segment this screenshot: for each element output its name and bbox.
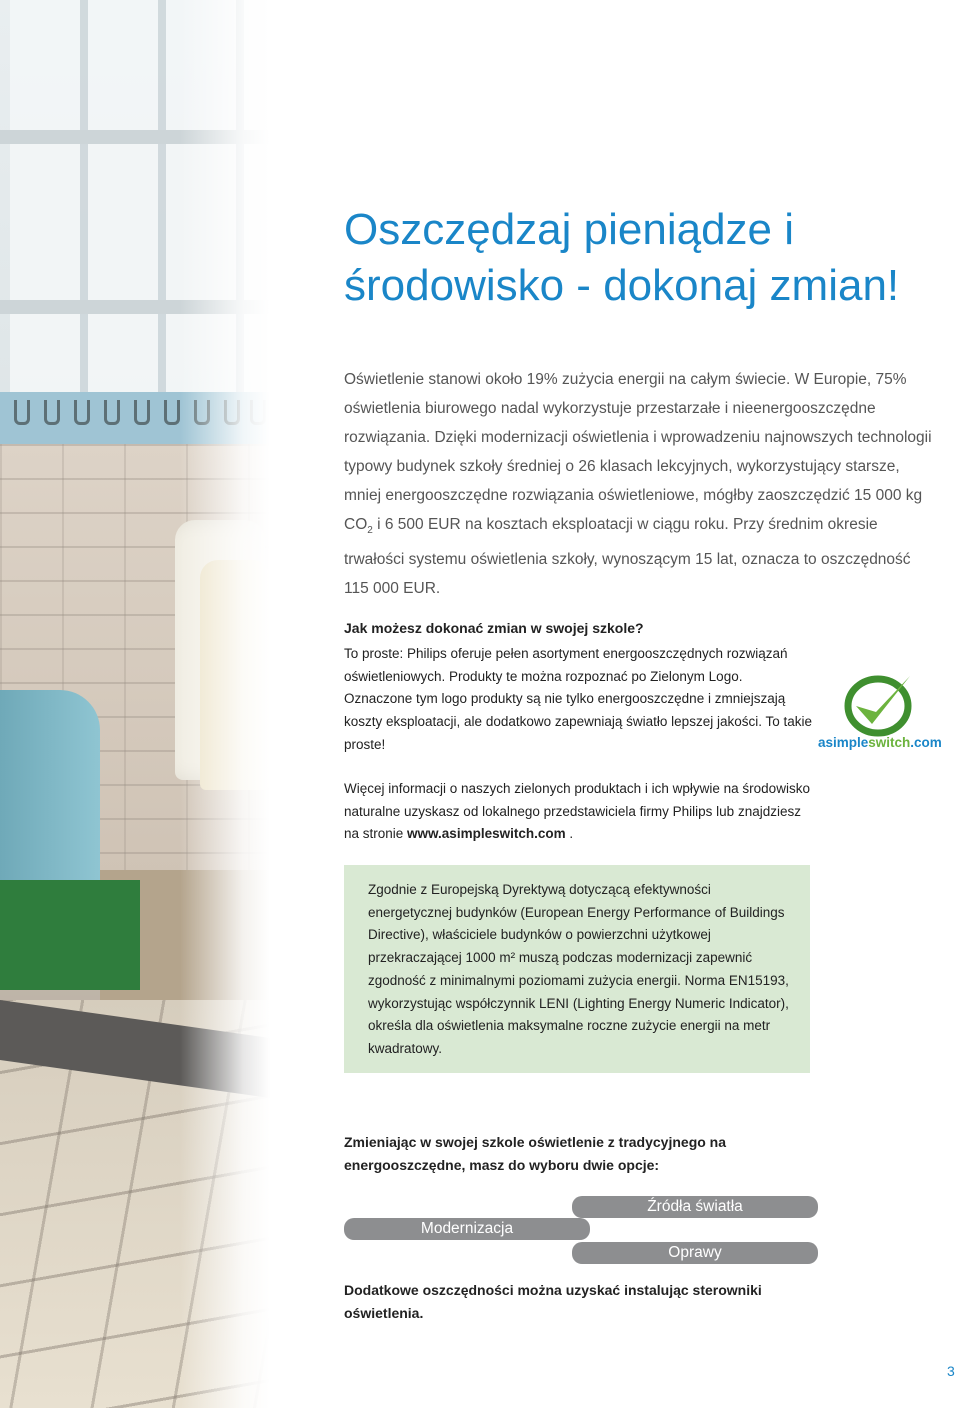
- directive-box: [344, 865, 810, 1073]
- title-line-2: środowisko - dokonaj zmian!: [344, 261, 900, 310]
- intro-text-1: Oświetlenie stanowi około 19% zużycia energii na całym świecie. W Europie, 75% oświetlenia biurowego nadal wykorzystuje przestarzałe i nieenergooszczędne rozwiązania. Dzięki modernizacji oświetlenia i wprowadzeniu najnowszych technologii typowy budynek szkoły średniej o 26 klasach lekcyjnych, wykorzystujący starsze, mniej energooszczędne rozwiązania oświetleniowe, mógłby zaoszczędzić 15 000 kg CO: [344, 371, 932, 533]
- option-luminaires: Oprawy: [572, 1242, 818, 1264]
- photo-fade: [180, 0, 270, 1408]
- intro-text-2: i 6 500 EUR na kosztach eksploatacji w ciągu roku. Przy średnim okresie trwałości systemu oświetlenia szkoły, wynoszącym 15 lat, oznacza to oszczędność 115 000 EUR.: [344, 516, 911, 598]
- intro-paragraph: [344, 365, 934, 603]
- directive-text: Zgodnie z Europejską Dyrektywą dotyczącą efektywności energetycznej budynków (European Energy Performance of Buildings Directive), właściciele budynków o powierzchni użytkowej przekraczającej 1000 m² muszą podczas modernizacji zapewnić zgodność z minimalnymi poziomami zużycia energii. Norma EN15193, wykorzystując współczynnik LENI (Lighting Energy Numeric Indicator), określa dla oświetlenia maksymalne roczne zużycie energii na metr kwadratowy.: [368, 882, 789, 1056]
- website-link[interactable]: www.asimpleswitch.com: [407, 826, 566, 842]
- options-diagram: [344, 1192, 820, 1272]
- photo-green-mat: [0, 880, 140, 990]
- page-title: [344, 202, 944, 314]
- logo-text-1: asimple: [818, 735, 869, 750]
- logo-wordmark: [818, 735, 942, 750]
- more-info-text: Więcej informacji o naszych zielonych produktach i ich wpływie na środowisko naturalne uzyskasz od lokalnego przedstawiciela firmy Philips lub znajdziesz na stronie: [344, 781, 810, 842]
- more-info-end: .: [565, 826, 574, 842]
- question-heading: Jak możesz dokonać zmian w swojej szkole?: [344, 620, 644, 636]
- question-answer: To proste: Philips oferuje pełen asortyment energooszczędnych rozwiązań oświetleniowych. Produkty te można rozpoznać po Zielonym Logo. Oznaczone tym logo produkty są nie tylko energooszczędne i zmniejszają koszty eksploatacji, ale dodatkowo zapewniają światło lepszej jakości. To takie proste!: [344, 646, 812, 752]
- logo-text-2: switch: [868, 735, 911, 750]
- more-info-paragraph: [344, 778, 819, 846]
- options-heading: Zmieniając w swojej szkole oświetlenie z tradycyjnego na energooszczędne, masz do wyboru dwie opcje:: [344, 1134, 727, 1173]
- logo-text-3: .com: [910, 735, 942, 750]
- page-number: 3: [947, 1363, 955, 1379]
- option-modernization: Modernizacja: [344, 1218, 590, 1240]
- co2-subscript: 2: [367, 525, 373, 537]
- option-light-sources: Źródła światła: [572, 1196, 818, 1218]
- corridor-photo: [0, 0, 270, 1408]
- title-line-1: Oszczędzaj pieniądze i: [344, 205, 795, 254]
- logo-ring: [848, 679, 908, 733]
- extra-savings-note: Dodatkowe oszczędności można uzyskać instalując sterowniki oświetlenia.: [344, 1282, 762, 1321]
